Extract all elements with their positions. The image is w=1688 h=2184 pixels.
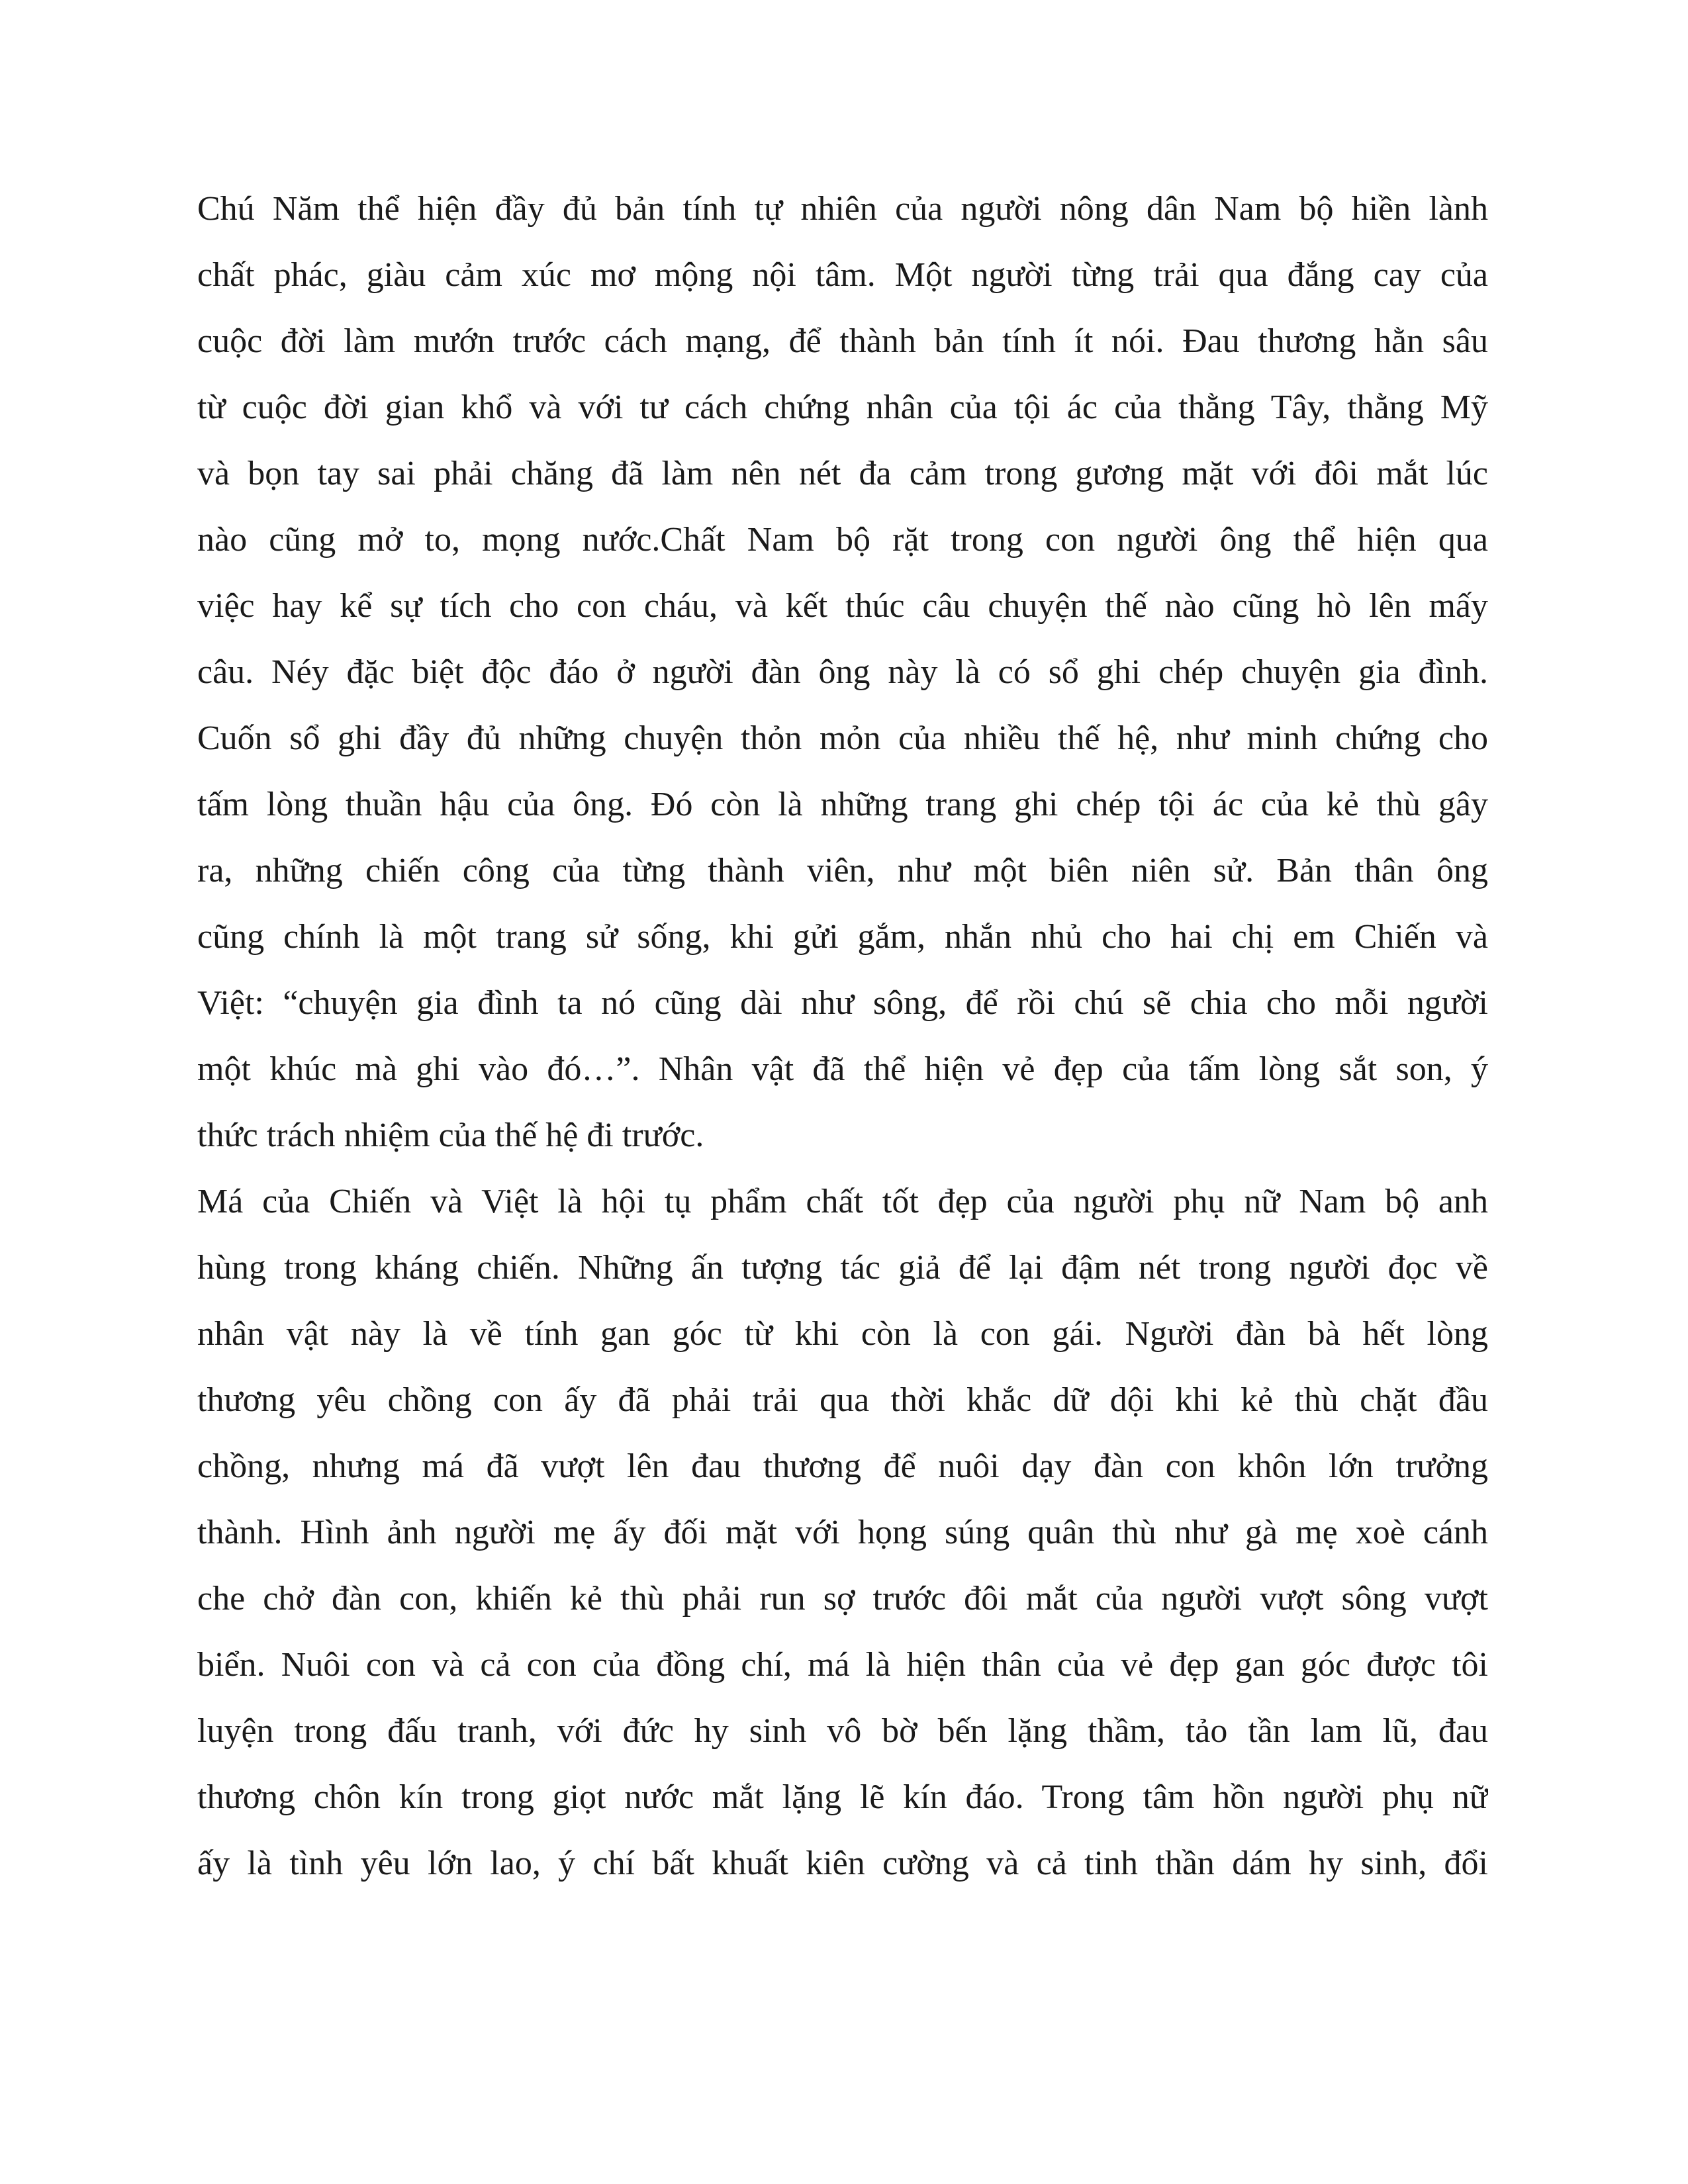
- text-line: việc hay kể sự tích cho con cháu, và kết thúc câu chuyện thế nào cũng hò lên mấy: [197, 587, 1488, 625]
- text-line: thương yêu chồng con ấy đã phải trải qua thời khắc dữ dội khi kẻ thù chặt đầu: [197, 1381, 1488, 1419]
- body-text: [197, 176, 1488, 1897]
- text-line: chồng, nhưng má đã vượt lên đau thương để nuôi dạy đàn con khôn lớn trưởng: [197, 1447, 1488, 1485]
- text-line: cũng chính là một trang sử sống, khi gửi gắm, nhắn nhủ cho hai chị em Chiến và: [197, 918, 1488, 956]
- text-line: ấy là tình yêu lớn lao, ý chí bất khuất kiên cường và cả tinh thần dám hy sinh, đổi: [197, 1844, 1488, 1882]
- text-line: ra, những chiến công của từng thành viên, như một biên niên sử. Bản thân ông: [197, 852, 1488, 889]
- text-line: một khúc mà ghi vào đó…”. Nhân vật đã thể hiện vẻ đẹp của tấm lòng sắt son, ý: [197, 1050, 1488, 1088]
- text-line: thành. Hình ảnh người mẹ ấy đối mặt với họng súng quân thù như gà mẹ xoè cánh: [197, 1514, 1488, 1551]
- text-line: hùng trong kháng chiến. Những ấn tượng tác giả để lại đậm nét trong người đọc về: [197, 1249, 1488, 1287]
- paragraph-chu-nam: [197, 176, 1488, 1169]
- text-line: che chở đàn con, khiến kẻ thù phải run sợ trước đôi mắt của người vượt sông vượt: [197, 1580, 1488, 1617]
- text-line: và bọn tay sai phải chăng đã làm nên nét đa cảm trong gương mặt với đôi mắt lúc: [197, 455, 1488, 492]
- text-line: câu. Néy đặc biệt độc đáo ở người đàn ông này là có sổ ghi chép chuyện gia đình.: [197, 653, 1488, 691]
- text-line: chất phác, giàu cảm xúc mơ mộng nội tâm. Một người từng trải qua đắng cay của: [197, 256, 1488, 294]
- text-line: luyện trong đấu tranh, với đức hy sinh vô bờ bến lặng thầm, tảo tần lam lũ, đau: [197, 1712, 1488, 1750]
- paragraph-ma: [197, 1169, 1488, 1897]
- text-line: cuộc đời làm mướn trước cách mạng, để thành bản tính ít nói. Đau thương hằn sâu: [197, 322, 1488, 360]
- text-line: thương chôn kín trong giọt nước mắt lặng lẽ kín đáo. Trong tâm hồn người phụ nữ: [197, 1778, 1488, 1816]
- text-line: Việt: “chuyện gia đình ta nó cũng dài như sông, để rồi chú sẽ chia cho mỗi người: [197, 984, 1488, 1022]
- text-line: tấm lòng thuần hậu của ông. Đó còn là những trang ghi chép tội ác của kẻ thù gây: [197, 786, 1488, 823]
- text-line: nhân vật này là về tính gan góc từ khi còn là con gái. Người đàn bà hết lòng: [197, 1315, 1488, 1353]
- text-line: Chú Năm thể hiện đầy đủ bản tính tự nhiên của người nông dân Nam bộ hiền lành: [197, 190, 1488, 228]
- text-line: Cuốn sổ ghi đầy đủ những chuyện thỏn mỏn của nhiều thế hệ, như minh chứng cho: [197, 719, 1488, 757]
- text-line: biển. Nuôi con và cả con của đồng chí, má là hiện thân của vẻ đẹp gan góc được tôi: [197, 1646, 1488, 1684]
- text-line: nào cũng mở to, mọng nước.Chất Nam bộ rặt trong con người ông thể hiện qua: [197, 521, 1488, 559]
- text-line: Má của Chiến và Việt là hội tụ phẩm chất tốt đẹp của người phụ nữ Nam bộ anh: [197, 1183, 1488, 1220]
- text-line: từ cuộc đời gian khổ và với tư cách chứng nhân của tội ác của thằng Tây, thằng Mỹ: [197, 388, 1488, 426]
- text-line: thức trách nhiệm của thế hệ đi trước.: [197, 1116, 704, 1154]
